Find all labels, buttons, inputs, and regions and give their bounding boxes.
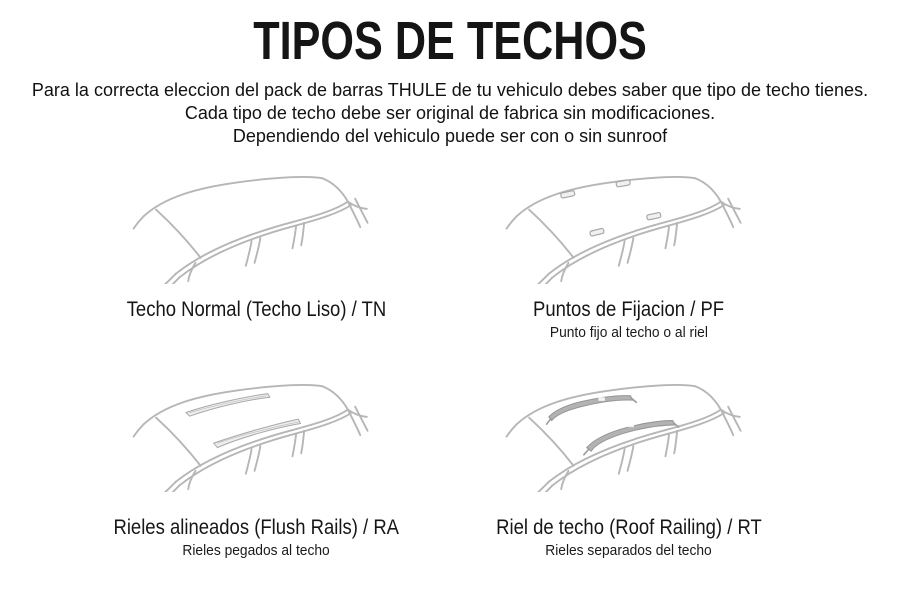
roof-type-sublabel: Rieles pegados al techo <box>182 541 330 559</box>
raised-roof-railing-sketch <box>505 379 753 492</box>
roof-type-label: Puntos de Fijacion / PF <box>533 297 725 321</box>
flush-rails <box>186 393 300 447</box>
roof-type-grid <box>0 165 900 588</box>
roof-type-caption-rt <box>478 492 780 559</box>
roof-type-label: Riel de techo (Roof Railing) / RT <box>495 515 762 539</box>
roof-type-caption-ra <box>94 492 418 559</box>
flush-rails-roof-sketch <box>132 379 380 492</box>
roof-type-sublabel: Punto fijo al techo o al riel <box>549 323 708 341</box>
intro-line-1: Para la correcta eleccion del pack de barras THULE de tu vehiculo debes saber que tipo de techo tienes. <box>31 79 869 100</box>
roof-type-label: Rieles alineados (Flush Rails) / RA <box>113 515 400 539</box>
intro-text <box>0 79 900 148</box>
intro-line-3: Dependiendo del vehiculo puede ser con o sin sunroof <box>232 125 668 146</box>
roof-type-card-rt <box>443 373 816 588</box>
page-title: TIPOS DE TECHOS <box>253 11 647 71</box>
plain-smooth-roof-sketch <box>132 171 380 284</box>
roof-type-caption-pf <box>520 284 737 341</box>
raised-rails <box>546 395 678 454</box>
roof-type-card-ra <box>70 373 443 588</box>
fixed-points-roof-sketch <box>505 171 753 284</box>
roof-type-card-pf <box>443 165 816 373</box>
roof-type-caption-tn <box>109 284 404 341</box>
roof-type-label: Techo Normal (Techo Liso) / TN <box>126 297 386 321</box>
intro-line-2: Cada tipo de techo debe ser original de fabrica sin modificaciones. <box>184 102 716 123</box>
roof-type-sublabel <box>109 324 404 341</box>
roof-type-card-tn <box>70 165 443 373</box>
roof-type-sublabel: Rieles separados del techo <box>545 541 712 559</box>
